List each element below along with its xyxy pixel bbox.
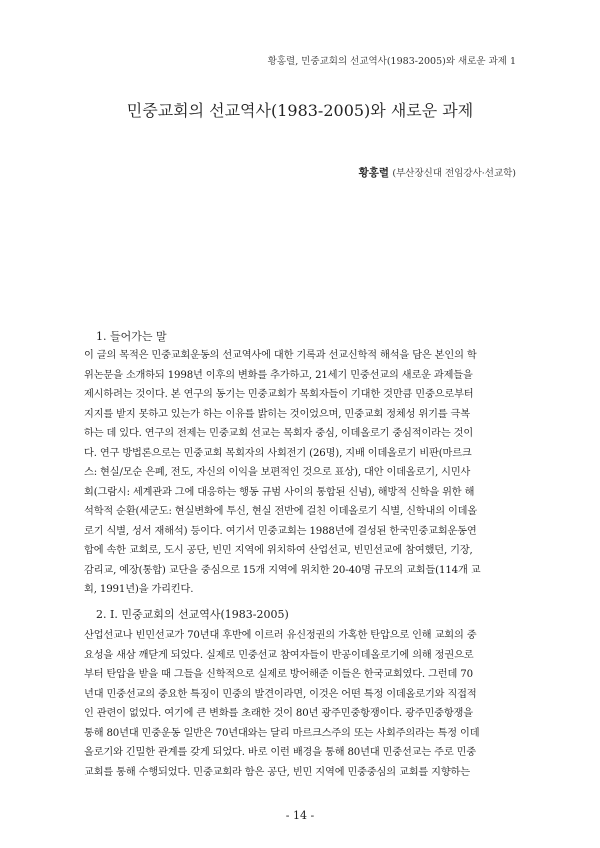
author-affiliation: (부산장신대 전임강사·선교학) (392, 168, 516, 179)
text-line: 감리교, 예장(통합) 교단을 중심으로 15개 지역에 위치한 20-40명 규모의 교회들(114개 교 (84, 564, 481, 576)
author-line (359, 165, 516, 180)
text-line: 요성을 새삼 깨닫게 되었다. 실제로 민중선교 참여자들이 반공이데올로기에 의해 정권으로 (84, 649, 474, 661)
text-line: 회, 1991년)을 가리킨다. (84, 584, 194, 595)
text-line: 인 관련이 없었다. 여기에 큰 변화를 초래한 것이 80년 광주민중항쟁이다. 광주민중항쟁을 (84, 708, 473, 719)
text-line: 산업선교나 빈민선교가 70년대 후반에 이르러 유신정권의 가혹한 탄압으로 인해 교회의 중 (84, 630, 477, 641)
text-line: 제시하려는 것이다. 본 연구의 동기는 민중교회가 목회자들이 기대한 것만큼 민중으로부터 (84, 389, 474, 400)
text-line: 회(그람시: 세계관과 그에 대응하는 행동 규범 사이의 통합된 신념), 해방적 신학을 위한 해 (84, 486, 475, 498)
text-line: 다. 연구 방법론으로는 민중교회 목회자의 사회전기 (26명), 지배 이데올로기 비판(마르크 (84, 447, 472, 459)
page-number: - 14 - (285, 809, 315, 822)
section-body-mission-history (84, 626, 516, 782)
section-heading-mission-history: 2. I. 민중교회의 선교역사(1983-2005) (96, 608, 289, 621)
text-line: 부터 탄압을 받을 때 그들을 신학적으로 실제로 방어해준 이들은 한국교회였다. 그런데 70 (84, 669, 473, 680)
running-head: 황홍렬, 민중교회의 선교역사(1983-2005)와 새로운 과제 1 (267, 56, 516, 67)
text-line: 합에 속한 교회로, 도시 공단, 빈민 지역에 위치하여 산업선교, 빈민선교에 참여했던, 기장, (84, 545, 473, 556)
article-title: 민중교회의 선교역사(1983-2005)와 새로운 과제 (126, 101, 474, 120)
text-line: 올로기와 긴밀한 관계를 갖게 되었다. 바로 이런 배경을 통해 80년대 민중선교는 주로 민중 (84, 747, 476, 758)
text-line: 위논문을 소개하되 1998년 이후의 변화를 추가하고, 21세기 민중선교의 새로운 과제들을 (84, 369, 473, 381)
text-line: 이 글의 목적은 민중교회운동의 선교역사에 대한 기록과 선교신학적 해석을 담은 본인의 학 (84, 350, 477, 361)
text-line: 년대 민중선교의 중요한 특징이 민중의 발견이라면, 이것은 어떤 특정 이데올로기와 직접적 (84, 688, 477, 700)
text-line: 통해 80년대 민중운동 일반은 70년대와는 달리 마르크스주의 또는 사회주의라는 특정 이데 (84, 727, 480, 739)
author-name: 황홍렬 (358, 167, 390, 179)
text-line: 로기 식별, 성서 재해석) 등이다. 여기서 민중교회는 1988년에 결성된 한국민중교회운동연 (84, 525, 477, 537)
text-line: 지지를 받지 못하고 있는가 하는 이유를 밝히는 것이었으며, 민중교회 정체성 위기를 극복 (84, 408, 470, 420)
section-heading-introduction: 1. 들어가는 말 (96, 330, 167, 343)
section-body-introduction (84, 346, 516, 600)
text-line: 석학적 순환(세군도: 현실변화에 투신, 현실 전반에 걸친 이데올로기 식별, 신학내의 이데올 (84, 506, 478, 517)
text-line: 하는 데 있다. 연구의 전제는 민중교회 선교는 목회자 중심, 이데올로기 중심적이라는 것이 (84, 428, 474, 439)
text-line: 스: 현실/모순 은폐, 전도, 자신의 이익을 보편적인 것으로 표상), 대안 이데올로기, 시민사 (84, 467, 471, 478)
text-line: 교회를 통해 수행되었다. 민중교회라 함은 공단, 빈민 지역에 민중중심의 교회를 지향하는 (84, 766, 470, 778)
